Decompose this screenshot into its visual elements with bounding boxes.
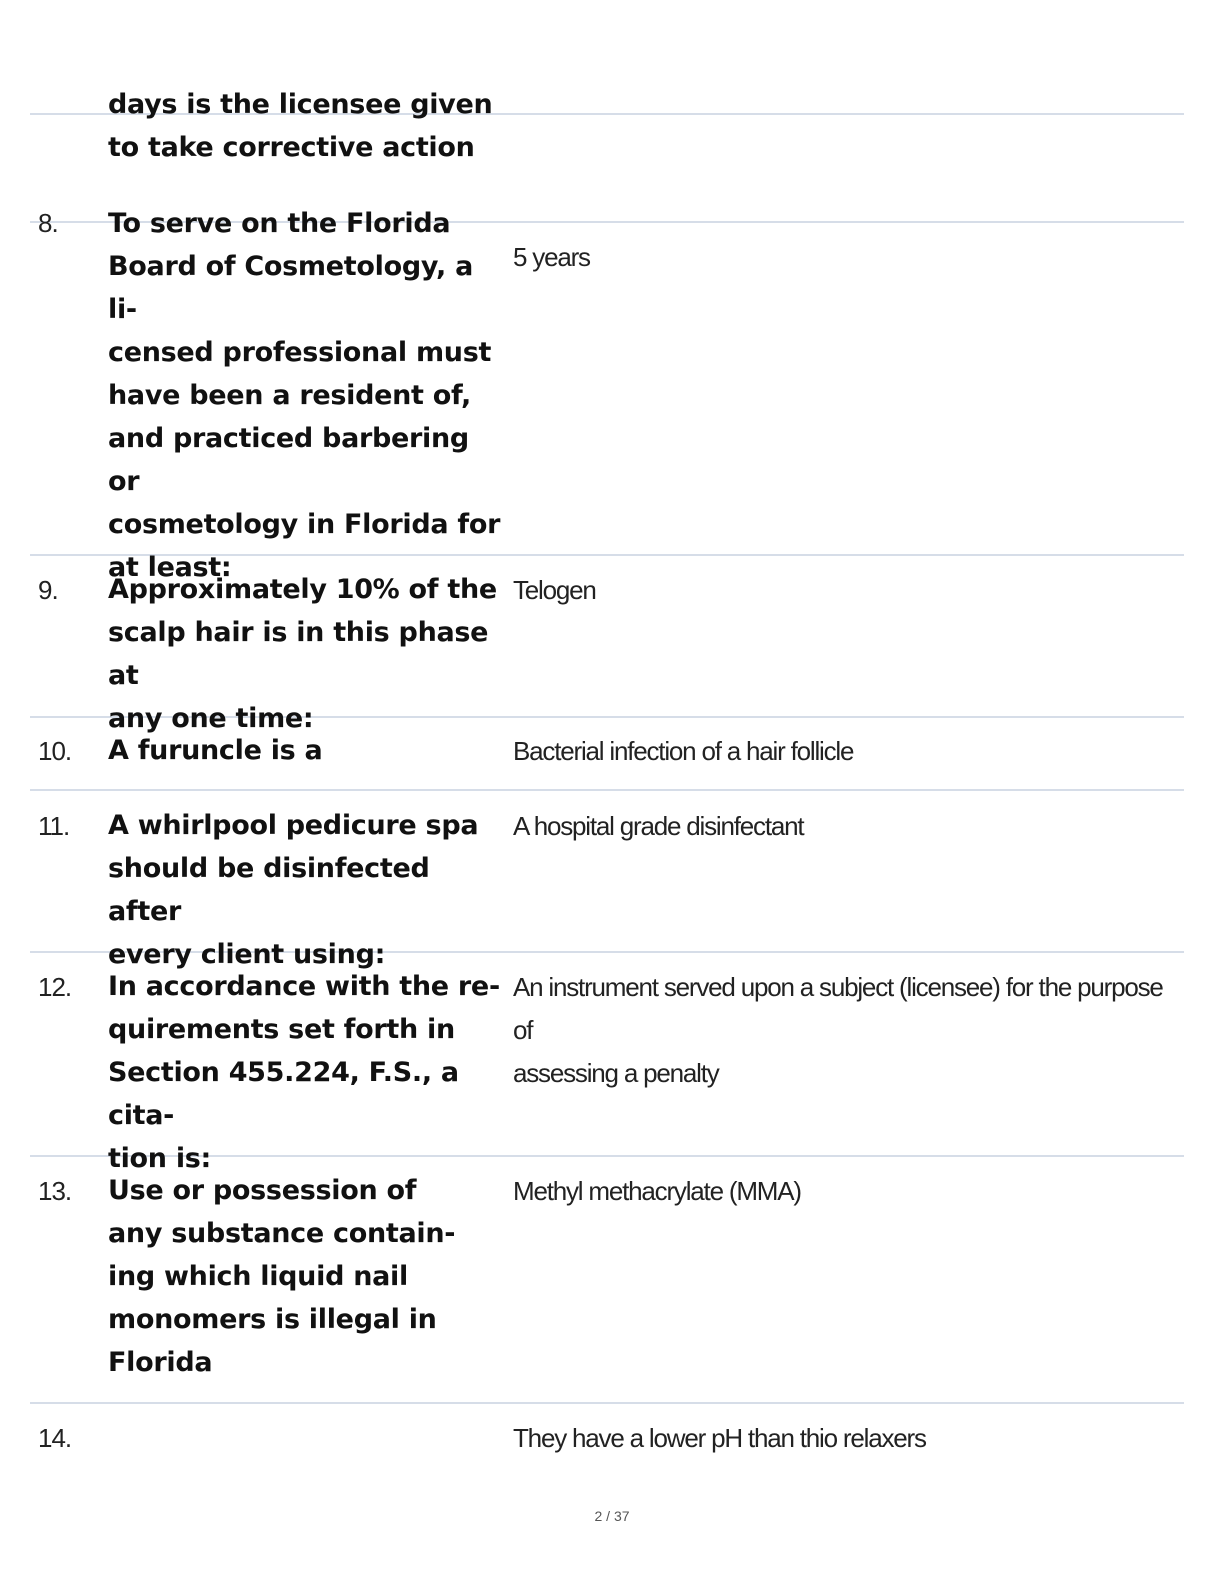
question-number: 14. [38,1423,72,1453]
answer-text: An instrument served upon a subject (licensee) for the purpose of assessing a penalty [513,972,1163,1088]
answer-text: A hospital grade disinfectant [513,811,804,841]
answer-text: Methyl methacrylate (MMA) [513,1176,801,1206]
question-text: Use or possession of any substance contain- ing which liquid nail monomers is illegal in Florida [108,1175,456,1378]
row-divider [30,789,1184,791]
question-number: 12. [38,972,72,1002]
question-text: days is the licensee given to take corrective action [108,89,493,163]
question-number: 10. [38,736,72,766]
question-number: 9. [38,575,58,605]
question-text: A whirlpool pedicure spa should be disinfected after every client using: [108,810,479,970]
answer-text: Telogen [513,575,596,605]
question-number: 11. [38,811,70,841]
question-text: Approximately 10% of the scalp hair is in this phase at any one time: [108,574,497,734]
answer-text: Bacterial infection of a hair follicle [513,736,854,766]
answer-text: They have a lower pH than thio relaxers [513,1423,926,1453]
question-text: To serve on the Florida Board of Cosmetology, a li- censed professional must have been a resident of, and practiced barbering or cosmetology in Florida for at least: [108,208,501,583]
question-text: In accordance with the re- quirements set forth in Section 455.224, F.S., a cita- tion is: [108,971,500,1174]
question-number: 8. [38,208,58,238]
answer-text: 5 years [513,242,590,272]
question-number: 13. [38,1176,72,1206]
question-text: A furuncle is a [108,735,323,766]
page-indicator: 2 / 37 [594,1508,630,1524]
row-divider [30,1402,1184,1404]
